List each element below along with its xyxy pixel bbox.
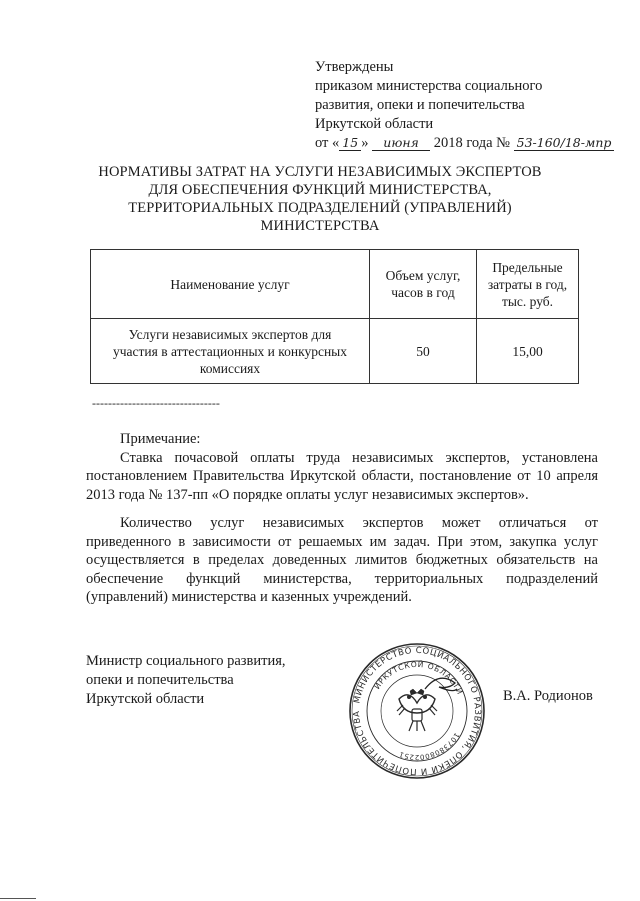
cell-service: Услуги независимых экспертов для участия в аттестационных и конкурсных комиссиях bbox=[91, 319, 370, 384]
header-cost: Предельные затраты в год, тыс. руб. bbox=[477, 250, 579, 319]
note-section bbox=[86, 430, 598, 607]
cell-cost: 15,00 bbox=[477, 319, 579, 384]
footnote-divider: -------------------------------- bbox=[92, 396, 220, 410]
approval-date-line bbox=[315, 134, 625, 153]
date-prefix: от « bbox=[315, 135, 340, 151]
title-line-2: ДЛЯ ОБЕСПЕЧЕНИЯ ФУНКЦИЙ МИНИСТЕРСТВА, bbox=[148, 182, 492, 198]
norms-table bbox=[90, 249, 579, 384]
note-paragraph-2: Количество услуг независимых экспертов может отличаться от приведенного в зависимости от решаемых им задач. При этом, закупка услуг осуществляется в пределах доведенных лимитов бюджетных обязательств на обеспечение функций министерства, территориальных подразделений (управлений) министерства и казенных учреждений. bbox=[86, 515, 598, 605]
signer-line-3: Иркутской области bbox=[86, 691, 205, 707]
title-line-3: ТЕРРИТОРИАЛЬНЫХ ПОДРАЗДЕЛЕНИЙ (УПРАВЛЕНИЙ) bbox=[128, 200, 512, 216]
date-mid: » bbox=[361, 135, 369, 151]
date-year: 2018 года № bbox=[433, 135, 511, 151]
date-day: 15 bbox=[339, 136, 361, 151]
seal-inner-text: ИРКУТСКОЙ ОБЛАСТИ bbox=[372, 659, 465, 697]
approval-block bbox=[315, 58, 625, 153]
table-row bbox=[91, 319, 579, 384]
seal-code-text: 1073808002251 bbox=[397, 731, 461, 762]
title-line-4: МИНИСТЕРСТВА bbox=[260, 218, 380, 234]
approval-line-1: Утверждены bbox=[315, 59, 394, 75]
title-line-1: НОРМАТИВЫ ЗАТРАТ НА УСЛУГИ НЕЗАВИСИМЫХ ЭКСПЕРТОВ bbox=[98, 164, 542, 180]
order-number: 53-160/18-мпр bbox=[514, 136, 615, 151]
eagle-emblem-icon bbox=[397, 689, 437, 731]
seal-outer-text: МИНИСТЕРСТВО СОЦИАЛЬНОГО РАЗВИТИЯ, ОПЕКИ И ПОПЕЧИТЕЛЬСТВА bbox=[351, 645, 483, 777]
signer-line-2: опеки и попечительства bbox=[86, 672, 234, 688]
document-title bbox=[60, 163, 580, 235]
note-paragraph-1: Ставка почасовой оплаты труда независимых экспертов, установлена постановлением Правительства Иркутской области, постановление от 10 апреля 2013 года № 137-пп «О порядке оплаты услуг независимых экспертов». bbox=[86, 449, 598, 503]
scan-edge-line bbox=[0, 898, 36, 899]
header-volume: Объем услуг, часов в год bbox=[370, 250, 477, 319]
signer-title bbox=[86, 652, 286, 709]
official-seal-stamp bbox=[347, 641, 487, 781]
date-month: июня bbox=[372, 136, 430, 151]
table-header-row bbox=[91, 250, 579, 319]
signer-name: В.А. Родионов bbox=[503, 688, 593, 704]
signer-line-1: Министр социального развития, bbox=[86, 653, 286, 669]
approval-line-4: Иркутской области bbox=[315, 116, 434, 132]
header-service: Наименование услуг bbox=[91, 250, 370, 319]
note-heading: Примечание: bbox=[120, 431, 201, 447]
cell-volume: 50 bbox=[370, 319, 477, 384]
approval-line-2: приказом министерства социального bbox=[315, 78, 543, 94]
approval-line-3: развития, опеки и попечительства bbox=[315, 97, 525, 113]
